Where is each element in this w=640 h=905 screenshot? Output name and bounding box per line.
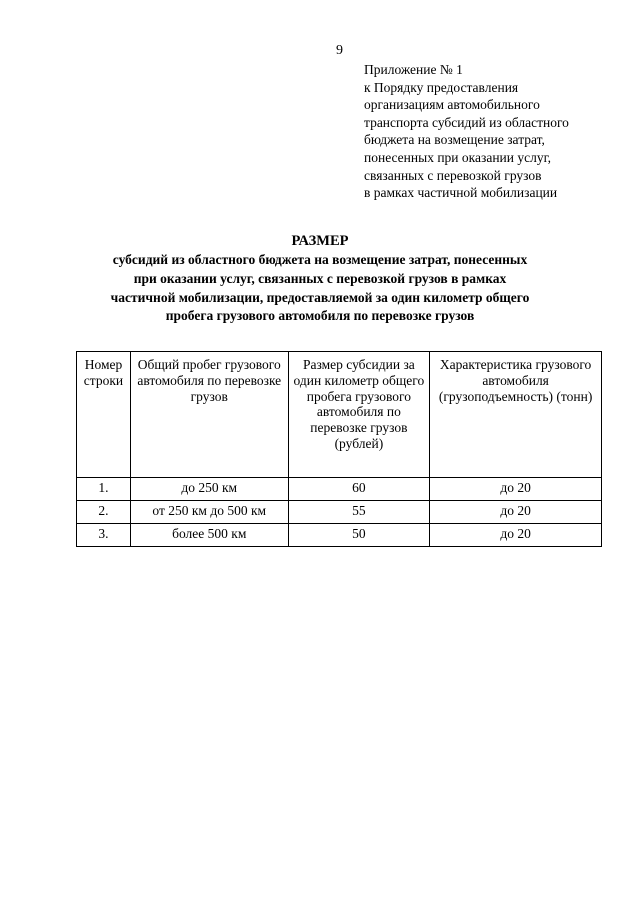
appendix-line: бюджета на возмещение затрат, [364, 132, 545, 148]
cell-mileage: более 500 км [130, 524, 288, 547]
cell-mileage: до 250 км [130, 478, 288, 501]
cell-row-number: 3. [77, 524, 131, 547]
table-row [77, 478, 602, 501]
header-vehicle-capacity: Характеристика грузового автомобиля (грузоподъемность) (тонн) [430, 352, 602, 478]
header-mileage: Общий пробег грузового автомобиля по перевозке грузов [130, 352, 288, 478]
appendix-note [364, 61, 624, 202]
page-number: 9 [336, 43, 343, 58]
header-subsidy-amount: Размер субсидии за один километр общего пробега грузового автомобиля по перевозке грузов (рублей) [288, 352, 430, 478]
appendix-line: в рамках частичной мобилизации [364, 185, 558, 201]
cell-vehicle-capacity: до 20 [430, 501, 602, 524]
appendix-line: Приложение № 1 [364, 62, 463, 77]
subsidy-table [76, 351, 602, 547]
cell-subsidy-amount: 60 [288, 478, 430, 501]
subtitle-line: субсидий из областного бюджета на возмещение затрат, понесенных [112, 252, 528, 267]
table-row [77, 501, 602, 524]
cell-vehicle-capacity: до 20 [430, 478, 602, 501]
cell-mileage: от 250 км до 500 км [130, 501, 288, 524]
header-row-number: Номер строки [77, 352, 131, 478]
appendix-line: связанных с перевозкой грузов [364, 167, 542, 183]
subtitle-line: частичной мобилизации, предоставляемой за один километр общего [110, 289, 530, 305]
appendix-line: к Порядку предоставления [364, 79, 519, 95]
cell-vehicle-capacity: до 20 [430, 524, 602, 547]
appendix-line: транспорта субсидий из областного [364, 114, 569, 130]
table-row [77, 524, 602, 547]
appendix-line: организациям автомобильного [364, 97, 540, 113]
subtitle-line: при оказании услуг, связанных с перевозкой грузов в рамках [133, 270, 507, 286]
table-header-row [77, 352, 602, 478]
appendix-line: понесенных при оказании услуг, [364, 149, 551, 165]
subtitle-line: пробега грузового автомобиля по перевозке грузов [165, 308, 475, 324]
cell-row-number: 2. [77, 501, 131, 524]
cell-subsidy-amount: 55 [288, 501, 430, 524]
cell-row-number: 1. [77, 478, 131, 501]
document-subtitle [0, 251, 640, 326]
document-title: РАЗМЕР [291, 233, 349, 249]
cell-subsidy-amount: 50 [288, 524, 430, 547]
